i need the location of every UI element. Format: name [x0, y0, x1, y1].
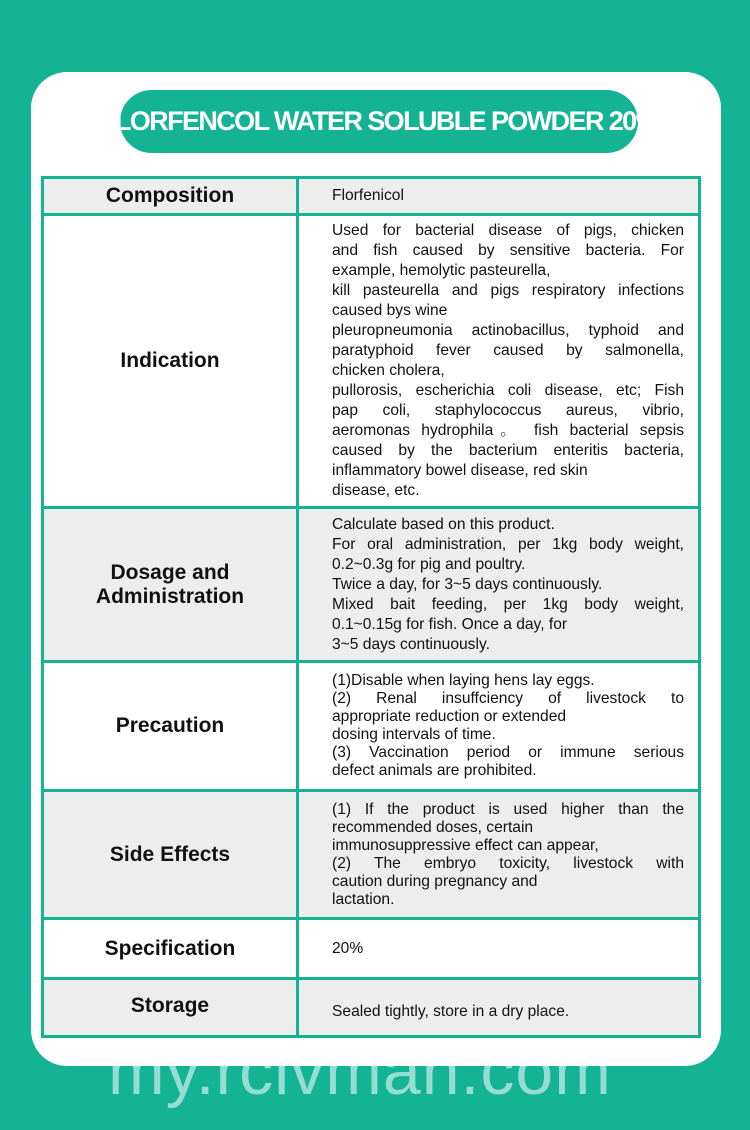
product-spec-table [41, 176, 701, 1038]
row-value: (1)Disable when laying hens lay eggs. (2) Renal insuffciency of livestock to appropriate reduction or extended dosing intervals of time. (3) Vaccination period or immune serious defect animals are prohibited. [299, 663, 698, 789]
product-title: FLORFENCOL WATER SOLUBLE POWDER 20% [120, 90, 638, 153]
row-label: Side Effects [44, 792, 299, 917]
table-row-indication [44, 213, 698, 506]
row-value: Calculate based on this product. For oral administration, per 1kg body weight, 0.2~0.3g for pig and poultry. Twice a day, for 3~5 days continuously. Mixed bait feeding, per 1kg body weight, 0.1~0.15g for fish. Once a day, for 3~5 days continuously. [299, 509, 698, 660]
table-row-side-effects [44, 789, 698, 917]
row-value: Used for bacterial disease of pigs, chicken and fish caused by sensitive bacteria. For example, hemolytic pasteurella, kill pasteurella and pigs respiratory infections caused bys wine pleuropneumonia actinobacillus, typhoid and paratyphoid fever caused by salmonella, chicken cholera, pullorosis, escherichia coli disease, etc; Fish pap coli, staphylococcus aureus, vibrio, aeromonas hydrophila。 fish bacterial sepsis caused by the bacterium enteritis bacteria, inflammatory bowel disease, red skin disease, etc. [299, 216, 698, 506]
row-value: 20% [299, 920, 698, 977]
row-label: Dosage and Administration [44, 509, 299, 660]
table-row-dosage [44, 506, 698, 660]
table-row-specification [44, 917, 698, 977]
watermark-text: my.rclvman.com [108, 1033, 612, 1109]
row-value: Florfenicol [299, 179, 698, 213]
row-label: Composition [44, 179, 299, 213]
row-label: Indication [44, 216, 299, 506]
row-label: Storage [44, 980, 299, 1035]
row-value: Sealed tightly, store in a dry place. [299, 980, 698, 1035]
row-label: Precaution [44, 663, 299, 789]
row-label: Specification [44, 920, 299, 977]
table-row-storage [44, 977, 698, 1035]
row-value: (1) If the product is used higher than the recommended doses, certain immunosuppressive effect can appear, (2) The embryo toxicity, livestock with caution during pregnancy and lactation. [299, 792, 698, 917]
table-row-precaution [44, 660, 698, 789]
table-row-composition [44, 179, 698, 213]
